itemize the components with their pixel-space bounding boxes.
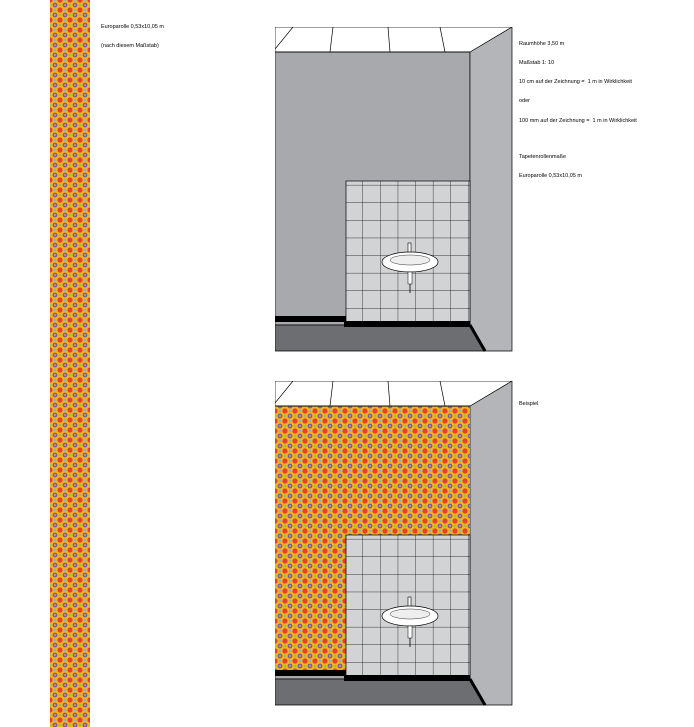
strip-caption-line: (nach diesem Maßstab) xyxy=(101,43,159,50)
caption-line: 100 mm auf der Zeichnung = 1 m in Wirklichkeit xyxy=(519,117,637,124)
caption-line: Maßstab 1: 10 xyxy=(519,60,555,67)
room-elevation-2 xyxy=(275,381,515,706)
ceiling xyxy=(275,27,512,52)
floor xyxy=(275,325,485,351)
side-wall xyxy=(470,27,512,351)
caption-line: Tapetenrollenmaße xyxy=(519,153,567,160)
baseboard-right xyxy=(344,675,470,681)
room2-caption xyxy=(519,388,538,414)
caption-line: Beispiel xyxy=(519,400,539,407)
wallpaper-roll-strip xyxy=(50,0,90,727)
caption-line: Raumhöhe 3,50 m xyxy=(519,40,565,47)
strip-caption-line: Europarolle 0,53x10,05 m xyxy=(101,23,164,30)
caption-line: 10 cm auf der Zeichnung = 1 m in Wirklichkeit xyxy=(519,79,632,86)
side-wall xyxy=(470,381,512,705)
baseboard-right xyxy=(344,321,470,327)
room1-caption xyxy=(519,28,637,186)
caption-line: Europarolle 0,53x10,05 m xyxy=(519,172,582,179)
room-elevation-1 xyxy=(275,27,515,352)
strip-caption xyxy=(101,11,164,56)
caption-line: oder xyxy=(519,98,531,105)
ceiling xyxy=(275,381,512,406)
baseboard-left xyxy=(275,670,346,676)
baseboard-left xyxy=(275,316,346,322)
floor xyxy=(275,679,485,705)
